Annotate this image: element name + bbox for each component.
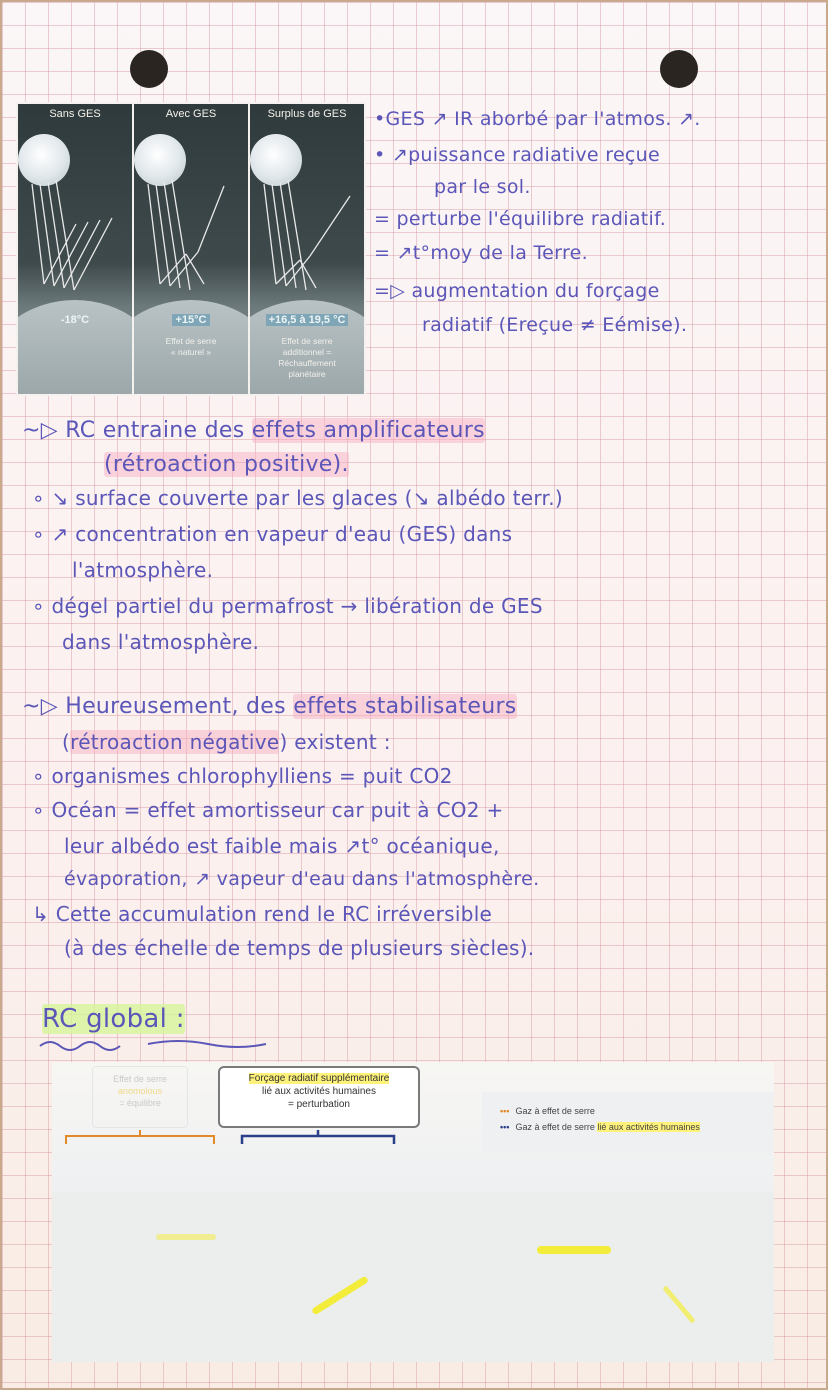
legend-item: ••• Gaz à effet de serre lié aux activités humaines	[500, 1122, 700, 1132]
underline-wave	[38, 1036, 268, 1052]
section2-heading: ~▷ Heureusement, des effets stabilisateurs	[22, 694, 517, 719]
note-line: •GES ↗ IR aborbé par l'atmos. ↗.	[374, 108, 701, 130]
natural-greenhouse-box: Effet de serre anomolous = équilibre	[92, 1066, 188, 1128]
bullet-item: dans l'atmosphère.	[62, 630, 260, 654]
rc-global-figure	[52, 1062, 774, 1362]
bullet-item: l'atmosphère.	[72, 558, 214, 582]
bullet-item: (à des échelle de temps de plusieurs siècles).	[64, 936, 535, 960]
panel-avec-ges	[134, 104, 248, 394]
panel-title: Avec GES	[165, 108, 217, 120]
panel-caption: Effet de serre « naturel »	[165, 336, 217, 357]
bullet-item: ∘ dégel partiel du permafrost → libération de GES	[32, 594, 543, 618]
highlight-mark	[311, 1276, 369, 1316]
bullet-item: ∘ Océan = effet amortisseur car puit à CO2 +	[32, 798, 504, 822]
section1-heading: ~▷ RC entraine des effets amplificateurs	[22, 418, 485, 443]
greenhouse-effect-figure	[16, 102, 366, 396]
panel-title: Sans GES	[49, 108, 101, 120]
panel-title: Surplus de GES	[267, 108, 347, 120]
highlight-mark	[662, 1285, 695, 1323]
legend-item: ••• Gaz à effet de serre	[500, 1106, 595, 1116]
binder-hole-left	[130, 50, 168, 88]
panel-surplus-ges	[250, 104, 364, 394]
figure-legend	[482, 1092, 774, 1152]
bullet-item: ∘ organismes chlorophylliens = puit CO2	[32, 764, 453, 788]
note-line: radiatif (Ereçue ≠ Eémise).	[422, 314, 688, 336]
highlight-mark	[156, 1234, 216, 1240]
highlight: effets amplificateurs	[251, 418, 485, 443]
brace-lines	[52, 1128, 472, 1158]
bullet-item: ∘ ↗ concentration en vapeur d'eau (GES) dans	[32, 522, 513, 546]
panel-temperature: +16,5 à 19,5 °C	[250, 314, 364, 326]
highlight: effets stabilisateurs	[293, 694, 517, 719]
note-line: • ↗puissance radiative reçue	[374, 144, 661, 166]
note-line: = ↗t°moy de la Terre.	[374, 242, 588, 264]
panel-temperature: +15°C	[134, 314, 248, 326]
bullet-item: ↳ Cette accumulation rend le RC irréversible	[32, 902, 493, 926]
panel-caption: Effet de serre additionnel = Réchauffement planétaire	[278, 336, 336, 379]
bullet-item: leur albédo est faible mais ↗t° océanique,	[64, 834, 500, 858]
rc-global-title: RC global :	[42, 1004, 185, 1034]
rc-figure-header	[52, 1062, 774, 1192]
binder-hole-right	[660, 50, 698, 88]
panel-sans-ges	[18, 104, 132, 394]
highlight-mark	[537, 1246, 611, 1254]
section2-subheading: (rétroaction négative) existent :	[62, 730, 391, 754]
radiative-forcing-box: Forçage radiatif supplémentaire lié aux activités humaines = perturbation	[218, 1066, 420, 1128]
note-line: =▷ augmentation du forçage	[374, 280, 660, 302]
bullet-item: évaporation, ↗ vapeur d'eau dans l'atmosphère.	[64, 868, 540, 890]
note-line: par le sol.	[434, 176, 531, 198]
section1-subheading: (rétroaction positive).	[104, 452, 349, 477]
panel-temperature: -18°C	[60, 314, 90, 326]
note-line: = perturbe l'équilibre radiatif.	[374, 208, 667, 230]
bullet-item: ∘ ↘ surface couverte par les glaces (↘ albédo terr.)	[32, 486, 563, 510]
rc-figure-lower-faded	[52, 1192, 774, 1362]
